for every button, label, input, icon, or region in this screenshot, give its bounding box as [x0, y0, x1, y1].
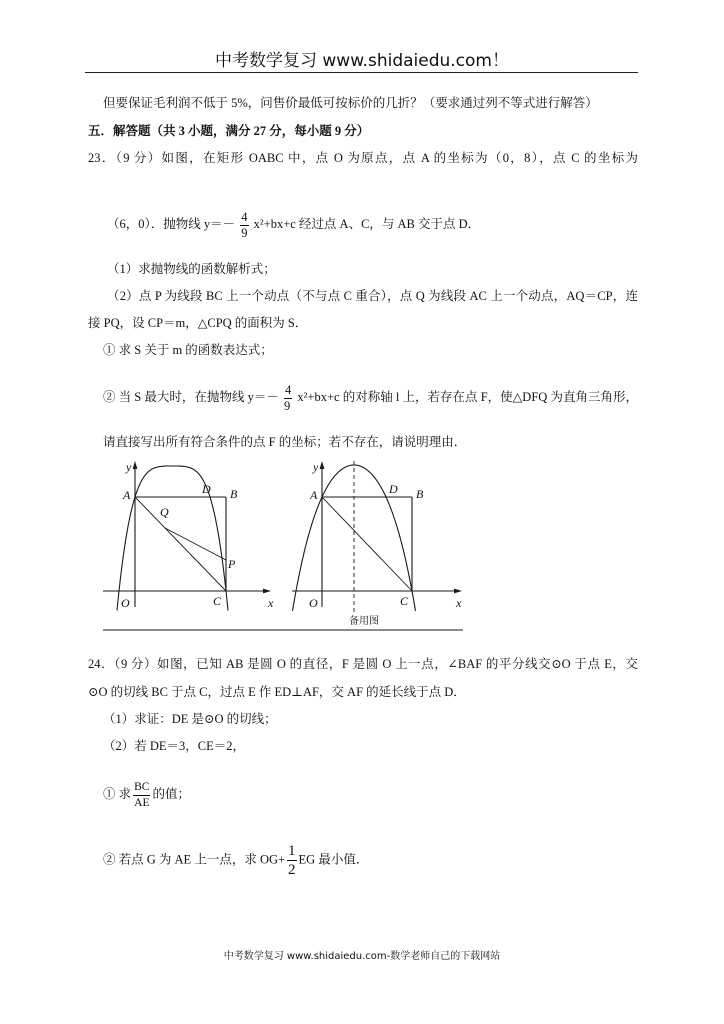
label-origin: O	[121, 596, 130, 610]
q23-sub-2-pre: ② 当 S 最大时，在抛物线 y＝－	[103, 390, 279, 404]
diagonal-ac	[322, 497, 412, 591]
q23-part-1: （1）求抛物线的函数解析式；	[107, 262, 276, 276]
label-origin: O	[309, 596, 318, 610]
label-y-axis: y	[313, 460, 319, 474]
figure-spare	[292, 460, 462, 627]
q24-sub-1-pre: ① 求	[103, 787, 132, 801]
header-rule	[85, 72, 638, 73]
diagonal-ac	[135, 497, 226, 591]
fraction-denominator: 9	[284, 398, 291, 413]
fraction-4-9	[240, 211, 248, 240]
q24-sub-2-post: EG 最小值．	[298, 852, 369, 867]
fraction-bc-ae	[133, 781, 150, 810]
label-point-a: A	[310, 488, 318, 502]
q23-part-2-line-1: （2）点 P 为线段 BC 上一个动点（不与点 C 重合），点 Q 为线段 AC 上一个动点，AQ＝CP，连	[107, 289, 638, 303]
q23-sub-2-line-2: 请直接写出所有符合条件的点 F 的坐标；若不存在，请说明理由．	[103, 435, 467, 449]
q24-part-2: （2）若 DE＝3，CE＝2，	[103, 739, 246, 753]
fraction-numerator: 1	[288, 843, 296, 859]
prev-question-tail: 但要保证毛利润不低于 5%，问售价最低可按标价的几折？（要求通过列不等式进行解答）	[103, 96, 598, 110]
fraction-denominator: AE	[134, 796, 150, 809]
label-x-axis: x	[456, 596, 462, 610]
q23-line-2-post: x²+bx+c 经过点 A、C，与 AB 交于点 D．	[253, 217, 481, 231]
q23-part-2-line-2: 接 PQ，设 CP＝m，△CPQ 的面积为 S．	[88, 316, 308, 330]
q24-sub-2	[103, 843, 368, 878]
q24-sub-1	[103, 779, 190, 810]
q23-line-1: 23．（9 分）如图，在矩形 OABC 中，点 O 为原点，点 A 的坐标为（0，8），点 C 的坐标为	[88, 151, 638, 165]
x-axis-arrow-icon	[454, 589, 462, 594]
y-axis-arrow-icon	[133, 461, 138, 469]
q23-line-2	[107, 209, 480, 240]
q23-line-2-pre: （6，0）．抛物线 y＝－	[107, 217, 236, 231]
segment-qp	[165, 528, 226, 560]
fraction-numerator: BC	[133, 781, 150, 796]
y-axis-arrow-icon	[320, 461, 325, 469]
label-point-a: A	[123, 488, 131, 502]
q24-sub-2-pre: ② 若点 G 为 AE 上一点，求 OG+	[103, 852, 286, 867]
fraction-1-2	[287, 843, 297, 878]
q23-sub-1: ① 求 S 关于 m 的函数表达式；	[103, 343, 273, 357]
figure-caption: 备用图	[349, 616, 379, 627]
fraction-4-9	[284, 384, 292, 413]
label-point-d: D	[389, 482, 398, 496]
x-axis-arrow-icon	[263, 589, 271, 594]
q24-line-2: ⊙O 的切线 BC 于点 C，过点 E 作 ED⊥AF，交 AF 的延长线于点 D．	[88, 685, 466, 699]
label-point-c: C	[213, 594, 222, 608]
figure-main	[103, 460, 274, 611]
q23-figures	[100, 455, 472, 637]
label-point-d: D	[202, 482, 211, 496]
page-footer: 中考数学复习 www.shidaiedu.com-数学老师自己的下载网站	[223, 951, 501, 962]
q23-sub-2-post: x²+bx+c 的对称轴 l 上，若存在点 F，使△DFQ 为直角三角形，	[297, 390, 639, 404]
fraction-denominator: 2	[288, 862, 296, 878]
fraction-numerator: 4	[285, 382, 292, 397]
q24-sub-1-post: 的值；	[152, 787, 190, 801]
label-point-q: Q	[160, 505, 169, 519]
q23-sub-2-line-1	[103, 382, 638, 413]
fraction-numerator: 4	[241, 209, 248, 224]
label-point-c: C	[400, 594, 409, 608]
label-x-axis: x	[268, 596, 274, 610]
label-y-axis: y	[126, 460, 132, 474]
q24-part-1: （1）求证：DE 是⊙O 的切线；	[103, 712, 277, 726]
label-point-p: P	[228, 557, 236, 571]
label-point-b: B	[416, 487, 424, 501]
page-header-title: 中考数学复习 www.shidaiedu.com！	[215, 51, 509, 71]
section-title: 五．解答题（共 3 小题，满分 27 分，每小题 9 分）	[88, 124, 370, 138]
fraction-denominator: 9	[241, 225, 248, 240]
label-point-b: B	[230, 487, 238, 501]
parabola-curve	[117, 466, 228, 611]
q24-line-1: 24．（9 分）如图，已知 AB 是圆 O 的直径，F 是圆 O 上一点，∠BAF 的平分线交⊙O 于点 E，交	[88, 657, 638, 671]
